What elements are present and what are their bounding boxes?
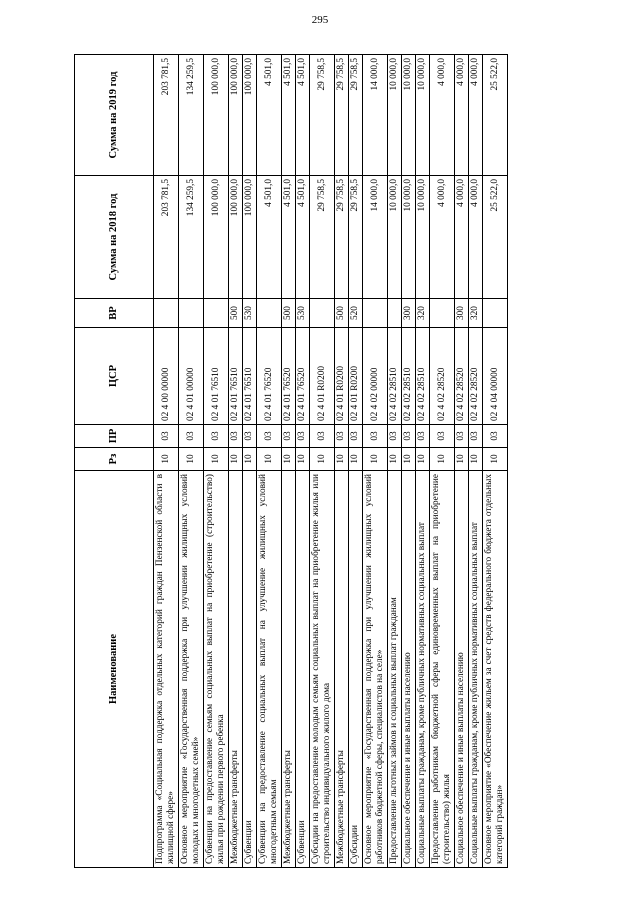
row-pr: 03 — [204, 425, 229, 448]
table-row — [310, 55, 335, 868]
row-csr: 02 4 02 28510 — [388, 328, 402, 425]
row-csr: 02 4 01 76510 — [229, 328, 243, 425]
row-vr — [483, 299, 508, 328]
row-rz: 10 — [154, 448, 179, 471]
table-row — [243, 55, 257, 868]
table-row — [363, 55, 388, 868]
row-pr: 03 — [363, 425, 388, 448]
row-sum-2019: 29 758,5 — [335, 55, 349, 176]
row-sum-2018: 10 000,0 — [402, 176, 416, 299]
row-name: Основное мероприятие «Обеспечение жильем за счет средств федерального бюджета отдельных категорий граждан» — [483, 471, 508, 868]
row-name: Межбюджетные трансферты — [229, 471, 243, 868]
row-vr: 500 — [282, 299, 296, 328]
row-csr: 02 4 01 R0200 — [310, 328, 335, 425]
row-csr: 02 4 04 00000 — [483, 328, 508, 425]
table-row — [204, 55, 229, 868]
row-sum-2019: 4 000,0 — [455, 55, 469, 176]
rotated-table-container — [74, 55, 569, 868]
row-sum-2019: 4 501,0 — [282, 55, 296, 176]
row-rz: 10 — [310, 448, 335, 471]
row-rz: 10 — [349, 448, 363, 471]
page-number: 295 — [311, 14, 329, 26]
row-sum-2018: 29 758,5 — [335, 176, 349, 299]
row-sum-2019: 10 000,0 — [388, 55, 402, 176]
table-row — [296, 55, 310, 868]
row-sum-2018: 4 501,0 — [282, 176, 296, 299]
row-csr: 02 4 02 28510 — [416, 328, 430, 425]
row-rz: 10 — [204, 448, 229, 471]
row-vr — [257, 299, 282, 328]
row-rz: 10 — [179, 448, 204, 471]
row-csr: 02 4 02 28520 — [469, 328, 483, 425]
row-vr: 520 — [349, 299, 363, 328]
row-csr: 02 4 01 00000 — [179, 328, 204, 425]
column-header-vr: ВР — [75, 299, 154, 328]
row-rz: 10 — [363, 448, 388, 471]
row-csr: 02 4 01 76510 — [243, 328, 257, 425]
row-rz: 10 — [388, 448, 402, 471]
row-csr: 02 4 01 R0200 — [349, 328, 363, 425]
row-sum-2018: 4 501,0 — [296, 176, 310, 299]
row-rz: 10 — [296, 448, 310, 471]
row-pr: 03 — [483, 425, 508, 448]
row-vr: 530 — [296, 299, 310, 328]
row-name: Субвенции на предоставление семьям социальных выплат на приобретение (строительство) жилья при рождении первого ребенка — [204, 471, 229, 868]
row-vr — [310, 299, 335, 328]
table-row — [416, 55, 430, 868]
table-row — [229, 55, 243, 868]
row-sum-2018: 4 000,0 — [469, 176, 483, 299]
row-rz: 10 — [257, 448, 282, 471]
row-sum-2019: 14 000,0 — [363, 55, 388, 176]
row-csr: 02 4 01 76520 — [282, 328, 296, 425]
table-row — [179, 55, 204, 868]
row-sum-2018: 10 000,0 — [388, 176, 402, 299]
table-row — [402, 55, 416, 868]
table-row — [257, 55, 282, 868]
table-body — [154, 55, 508, 868]
row-rz: 10 — [430, 448, 455, 471]
row-sum-2019: 4 000,0 — [469, 55, 483, 176]
row-rz: 10 — [483, 448, 508, 471]
row-csr: 02 4 02 28520 — [430, 328, 455, 425]
row-rz: 10 — [335, 448, 349, 471]
row-csr: 02 4 01 76520 — [257, 328, 282, 425]
row-pr: 03 — [257, 425, 282, 448]
row-sum-2019: 100 000,0 — [243, 55, 257, 176]
row-vr — [363, 299, 388, 328]
row-pr: 03 — [430, 425, 455, 448]
table-row — [483, 55, 508, 868]
row-vr — [430, 299, 455, 328]
row-pr: 03 — [179, 425, 204, 448]
table-row — [282, 55, 296, 868]
row-pr: 03 — [229, 425, 243, 448]
row-rz: 10 — [416, 448, 430, 471]
row-sum-2019: 203 781,5 — [154, 55, 179, 176]
row-name: Социальное обеспечение и иные выплаты населению — [402, 471, 416, 868]
column-header-pr: ПР — [75, 425, 154, 448]
table-row — [388, 55, 402, 868]
row-vr: 320 — [469, 299, 483, 328]
row-pr: 03 — [154, 425, 179, 448]
row-vr — [154, 299, 179, 328]
row-sum-2018: 203 781,5 — [154, 176, 179, 299]
row-pr: 03 — [310, 425, 335, 448]
row-sum-2018: 25 522,0 — [483, 176, 508, 299]
row-vr — [204, 299, 229, 328]
row-sum-2018: 4 000,0 — [455, 176, 469, 299]
row-pr: 03 — [416, 425, 430, 448]
row-sum-2018: 14 000,0 — [363, 176, 388, 299]
row-csr: 02 4 02 28520 — [455, 328, 469, 425]
column-header-csr: ЦСР — [75, 328, 154, 425]
row-vr — [179, 299, 204, 328]
row-name: Основное мероприятие «Государственная поддержка при улучшении жилищных условий молодых и многодетных семей» — [179, 471, 204, 868]
row-name: Субсидии на предоставление молодым семьям социальных выплат на приобретение жилья или строительство индивидуального жилого дома — [310, 471, 335, 868]
row-csr: 02 4 00 00000 — [154, 328, 179, 425]
row-sum-2019: 4 000,0 — [430, 55, 455, 176]
row-vr: 300 — [402, 299, 416, 328]
budget-table — [74, 54, 508, 868]
row-sum-2018: 4 501,0 — [257, 176, 282, 299]
row-sum-2018: 29 758,5 — [349, 176, 363, 299]
row-sum-2018: 100 000,0 — [204, 176, 229, 299]
row-pr: 03 — [469, 425, 483, 448]
table-row — [154, 55, 179, 868]
row-vr: 300 — [455, 299, 469, 328]
column-header-rz: Рз — [75, 448, 154, 471]
row-sum-2018: 10 000,0 — [416, 176, 430, 299]
row-pr: 03 — [335, 425, 349, 448]
row-name: Межбюджетные трансферты — [282, 471, 296, 868]
row-name: Субвенции — [296, 471, 310, 868]
row-rz: 10 — [402, 448, 416, 471]
row-name: Субсидии — [349, 471, 363, 868]
row-vr: 500 — [229, 299, 243, 328]
row-sum-2018: 100 000,0 — [243, 176, 257, 299]
row-csr: 02 4 01 76510 — [204, 328, 229, 425]
row-vr: 320 — [416, 299, 430, 328]
row-name: Основное мероприятие «Государственная поддержка при улучшении жилищных условий работников бюджетной сферы, специалистов на селе» — [363, 471, 388, 868]
row-rz: 10 — [469, 448, 483, 471]
row-sum-2019: 25 522,0 — [483, 55, 508, 176]
table-row — [335, 55, 349, 868]
row-pr: 03 — [455, 425, 469, 448]
row-name: Субвенции на предоставление социальных выплат на улучшение жилищных условий многодетным семьям — [257, 471, 282, 868]
row-sum-2019: 100 000,0 — [204, 55, 229, 176]
table-row — [469, 55, 483, 868]
row-vr: 500 — [335, 299, 349, 328]
row-rz: 10 — [282, 448, 296, 471]
row-rz: 10 — [455, 448, 469, 471]
column-header-sum-2018: Сумма на 2018 год — [75, 176, 154, 299]
table-row — [455, 55, 469, 868]
row-sum-2018: 100 000,0 — [229, 176, 243, 299]
row-sum-2018: 4 000,0 — [430, 176, 455, 299]
column-header-name: Наименование — [75, 471, 154, 868]
row-name: Предоставление льготных займов и социальных выплат гражданам — [388, 471, 402, 868]
row-csr: 02 4 01 76520 — [296, 328, 310, 425]
row-sum-2018: 29 758,5 — [310, 176, 335, 299]
row-name: Предоставление работникам бюджетной сферы единовременных выплат на приобретение (строительство) жилья — [430, 471, 455, 868]
row-vr: 530 — [243, 299, 257, 328]
row-sum-2019: 4 501,0 — [296, 55, 310, 176]
row-sum-2019: 134 259,5 — [179, 55, 204, 176]
row-sum-2019: 10 000,0 — [402, 55, 416, 176]
row-rz: 10 — [243, 448, 257, 471]
row-sum-2019: 100 000,0 — [229, 55, 243, 176]
table-row — [430, 55, 455, 868]
row-sum-2019: 29 758,5 — [349, 55, 363, 176]
row-pr: 03 — [388, 425, 402, 448]
row-pr: 03 — [349, 425, 363, 448]
table-row — [349, 55, 363, 868]
row-name: Подпрограмма «Социальная поддержка отдельных категорий граждан Пензенской области в жилищной сфере» — [154, 471, 179, 868]
row-rz: 10 — [229, 448, 243, 471]
row-name: Социальные выплаты гражданам, кроме публичных нормативных социальных выплат — [416, 471, 430, 868]
row-sum-2019: 29 758,5 — [310, 55, 335, 176]
row-pr: 03 — [296, 425, 310, 448]
row-sum-2018: 134 259,5 — [179, 176, 204, 299]
table-header-row — [75, 55, 154, 868]
row-csr: 02 4 02 00000 — [363, 328, 388, 425]
row-pr: 03 — [243, 425, 257, 448]
row-vr — [388, 299, 402, 328]
row-pr: 03 — [402, 425, 416, 448]
column-header-sum-2019: Сумма на 2019 год — [75, 55, 154, 176]
row-sum-2019: 4 501,0 — [257, 55, 282, 176]
row-name: Субвенции — [243, 471, 257, 868]
row-name: Межбюджетные трансферты — [335, 471, 349, 868]
row-pr: 03 — [282, 425, 296, 448]
row-csr: 02 4 02 28510 — [402, 328, 416, 425]
row-name: Социальное обеспечение и иные выплаты населению — [455, 471, 469, 868]
row-csr: 02 4 01 R0200 — [335, 328, 349, 425]
row-name: Социальные выплаты гражданам, кроме публичных нормативных социальных выплат — [469, 471, 483, 868]
row-sum-2019: 10 000,0 — [416, 55, 430, 176]
